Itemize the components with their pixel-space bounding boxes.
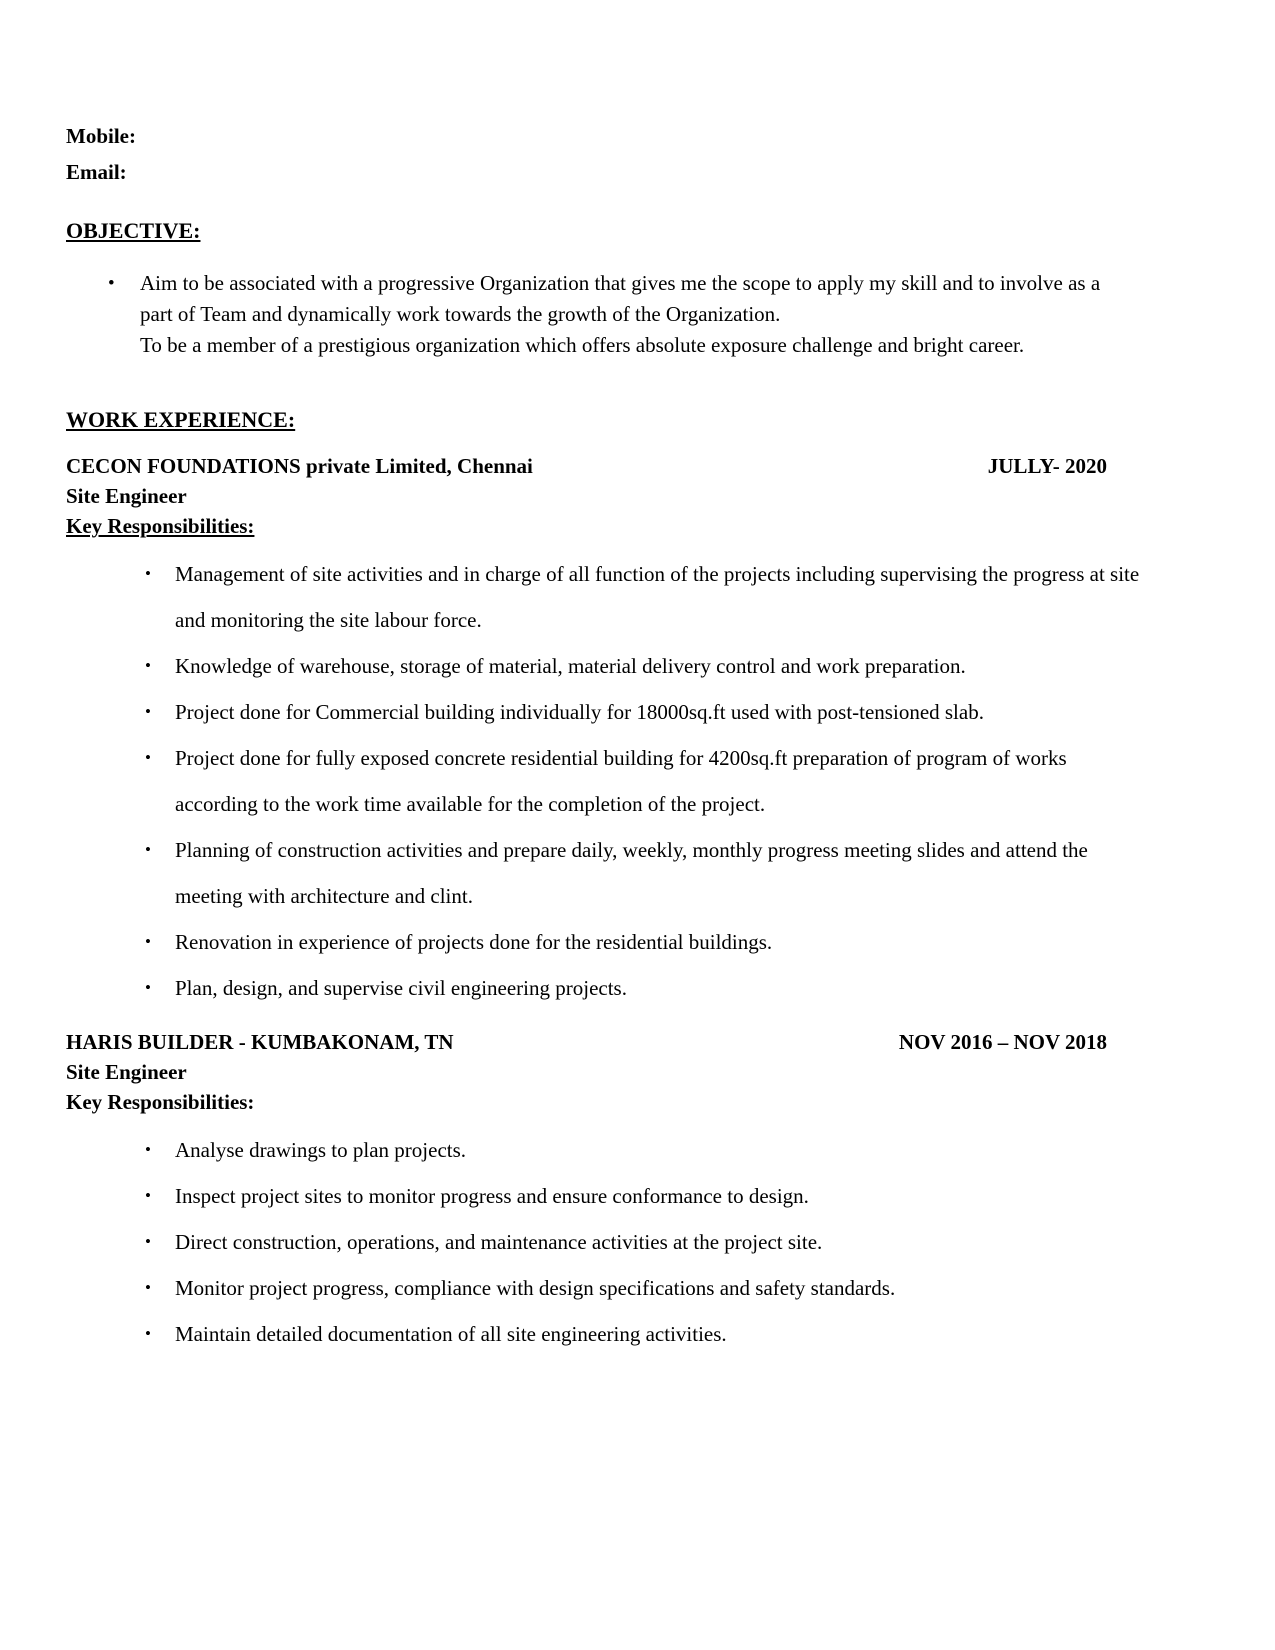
job-dates: NOV 2016 – NOV 2018 — [898, 1030, 1107, 1054]
responsibility-text: Project done for fully exposed concrete residential building for 4200sq.ft preparation of program of works according to the work time available for the completion of the project. — [175, 746, 1067, 816]
responsibility-text: Inspect project sites to monitor progress and ensure conformance to design. — [175, 1184, 809, 1208]
responsibility-text: Analyse drawings to plan projects. — [175, 1138, 467, 1162]
list-item — [66, 551, 1195, 643]
job-dates: JULLY- 2020 — [987, 454, 1107, 478]
responsibilities-list — [66, 1127, 1195, 1357]
responsibility-text: Direct construction, operations, and maintenance activities at the project site. — [175, 1230, 823, 1254]
list-item — [66, 1219, 1195, 1265]
list-item — [66, 735, 1195, 827]
list-item — [66, 827, 1195, 919]
job-haris — [66, 1027, 1195, 1357]
job-header — [66, 451, 1195, 481]
list-item — [66, 919, 1195, 965]
objective-list — [66, 268, 1195, 361]
list-item — [66, 1311, 1195, 1357]
list-item — [66, 1265, 1195, 1311]
objective-text-part-1: • Aim to be associated with a progressive Organization that gives me the scope to apply my skill and to involve as a part of Team and dynamically work towards the growth of the Organization. — [140, 271, 1101, 326]
list-item — [66, 643, 1195, 689]
responsibility-text: Project done for Commercial building individually for 18000sq.ft used with post-tensioned slab. — [175, 700, 984, 724]
list-item — [66, 689, 1195, 735]
company-name: HARIS BUILDER - KUMBAKONAM, TN — [66, 1030, 454, 1054]
list-item — [66, 1127, 1195, 1173]
responsibility-text: Monitor project progress, compliance with design specifications and safety standards. — [175, 1276, 896, 1300]
job-title: Site Engineer — [66, 484, 187, 508]
company-name: CECON FOUNDATIONS private Limited, Chennai — [66, 454, 533, 478]
objective-text — [140, 268, 1130, 361]
responsibility-text: Maintain detailed documentation of all site engineering activities. — [175, 1322, 727, 1346]
objective-heading: OBJECTIVE: — [66, 218, 201, 243]
responsibility-text: Plan, design, and supervise civil engineering projects. — [175, 976, 627, 1000]
work-experience-heading: WORK EXPERIENCE: — [66, 407, 296, 432]
mobile-label: Mobile: — [66, 124, 136, 148]
objective-list-item — [66, 268, 1195, 361]
key-responsibilities-label: Key Responsibilities: — [66, 1090, 255, 1114]
email-label: Email: — [66, 160, 127, 184]
objective-text-part-2: To be a member of a prestigious organization which offers absolute exposure challenge and bright career. — [140, 333, 1025, 357]
job-header — [66, 1027, 1195, 1057]
key-responsibilities-label: Key Responsibilities: — [66, 514, 255, 538]
responsibilities-list — [66, 551, 1195, 1011]
list-item — [66, 1173, 1195, 1219]
responsibility-text: Knowledge of warehouse, storage of material, material delivery control and work preparation. — [175, 654, 966, 678]
job-cecon — [66, 451, 1195, 1011]
responsibility-text: Planning of construction activities and prepare daily, weekly, monthly progress meeting slides and attend the meeting with architecture and clint. — [175, 838, 1088, 908]
responsibility-text: Renovation in experience of projects done for the residential buildings. — [175, 930, 773, 954]
list-item — [66, 965, 1195, 1011]
job-title: Site Engineer — [66, 1060, 187, 1084]
responsibility-text: Management of site activities and in charge of all function of the projects including supervising the progress at site and monitoring the site labour force. — [175, 562, 1140, 632]
